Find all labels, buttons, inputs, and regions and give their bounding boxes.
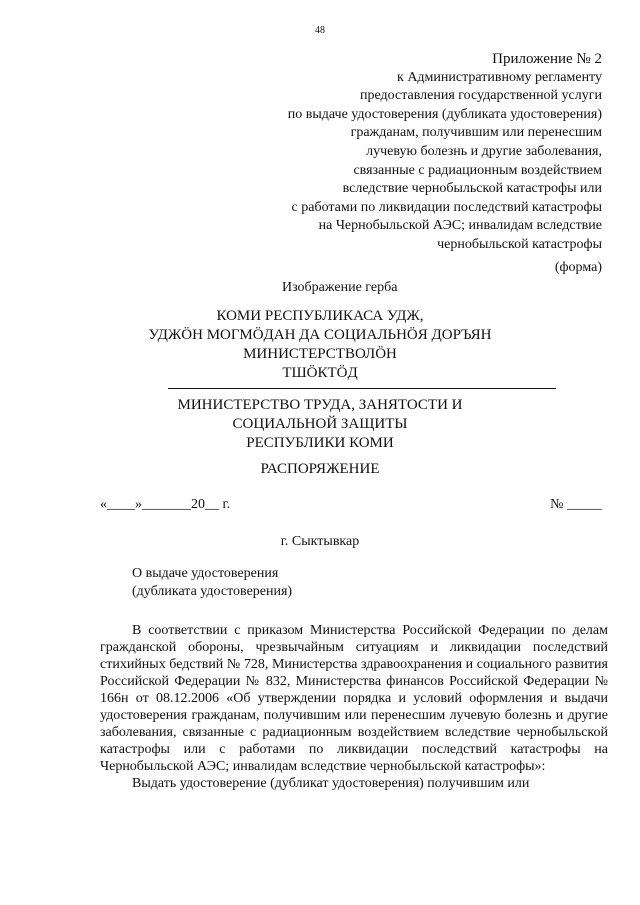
subject-line: (дубликата удостоверения) — [132, 584, 293, 599]
ministry-heading-line: СОЦИАЛЬНОЙ ЗАЩИТЫ — [232, 416, 408, 432]
city: г. Сыктывкар — [280, 534, 360, 549]
annex-block — [182, 50, 602, 255]
subject-line: О выдаче удостоверения — [132, 566, 279, 581]
page-number: 48 — [315, 25, 325, 36]
date-field: «____»_______20__ г. — [100, 497, 231, 512]
ministry-heading-line: РЕСПУБЛИКИ КОМИ — [246, 435, 394, 451]
komi-heading-line: МИНИСТЕРСТВОЛӦН — [243, 346, 397, 362]
komi-heading-line: ТШӦКТӦД — [282, 365, 358, 381]
heading-divider — [168, 388, 556, 389]
form-mark: (форма) — [554, 260, 602, 275]
komi-heading-line: УДЖӦН МОГМӦДАН ДА СОЦИАЛЬНӦЯ ДОРЪЯН — [148, 327, 492, 343]
annex-line: предоставления государственной услуги — [360, 88, 602, 104]
annex-line: по выдаче удостоверения (дубликата удостоверения) — [287, 106, 602, 122]
number-field: № _____ — [550, 497, 602, 512]
annex-line: вследствие чернобыльской катастрофы или — [342, 181, 602, 197]
ministry-heading-line: МИНИСТЕРСТВО ТРУДА, ЗАНЯТОСТИ И — [177, 397, 463, 413]
annex-line: с работами по ликвидации последствий катастрофы — [291, 199, 602, 215]
annex-line: лучевую болезнь и другие заболевания, — [366, 143, 602, 159]
body-text — [100, 622, 608, 792]
annex-line: к Административному регламенту — [397, 69, 602, 85]
body-paragraph: В соответствии с приказом Министерства Российской Федерации по делам гражданской обороны, чрезвычайным ситуациям и ликвидации последствий стихийных бедствий № 728, Министерства здравоохранения и социального развития Российской Федерации № 832, Министерства финансов Российской Федерации № 166н от 08.12.2006 «Об утверждении порядка и условий оформления и выдачи удостоверения гражданам, получившим или перенесшим лучевую болезнь и другие заболевания, связанные с радиационным воздействием вследствие чернобыльской катастрофы или с работами по ликвидации последствий катастрофы на Чернобыльской АЭС; инвалидам вследствие чернобыльской катастрофы»: — [100, 623, 608, 774]
body-paragraph: Выдать удостоверение (дубликат удостоверения) получившим или — [132, 776, 530, 791]
ministry-heading — [0, 396, 640, 453]
annex-line: на Чернобыльской АЭС; инвалидам вследствие — [318, 218, 602, 234]
annex-line: чернобыльской катастрофы — [437, 236, 602, 252]
annex-title: Приложение № 2 — [492, 51, 602, 67]
document-type: РАСПОРЯЖЕНИЕ — [260, 461, 380, 477]
annex-line: связанные с радиационным воздействием — [353, 162, 602, 178]
emblem-placeholder: Изображение герба — [282, 280, 398, 295]
komi-heading — [0, 307, 640, 383]
annex-line: гражданам, получившим или перенесшим — [350, 125, 602, 141]
komi-heading-line: КОМИ РЕСПУБЛИКАСА УДЖ, — [216, 308, 424, 324]
subject — [132, 565, 292, 601]
